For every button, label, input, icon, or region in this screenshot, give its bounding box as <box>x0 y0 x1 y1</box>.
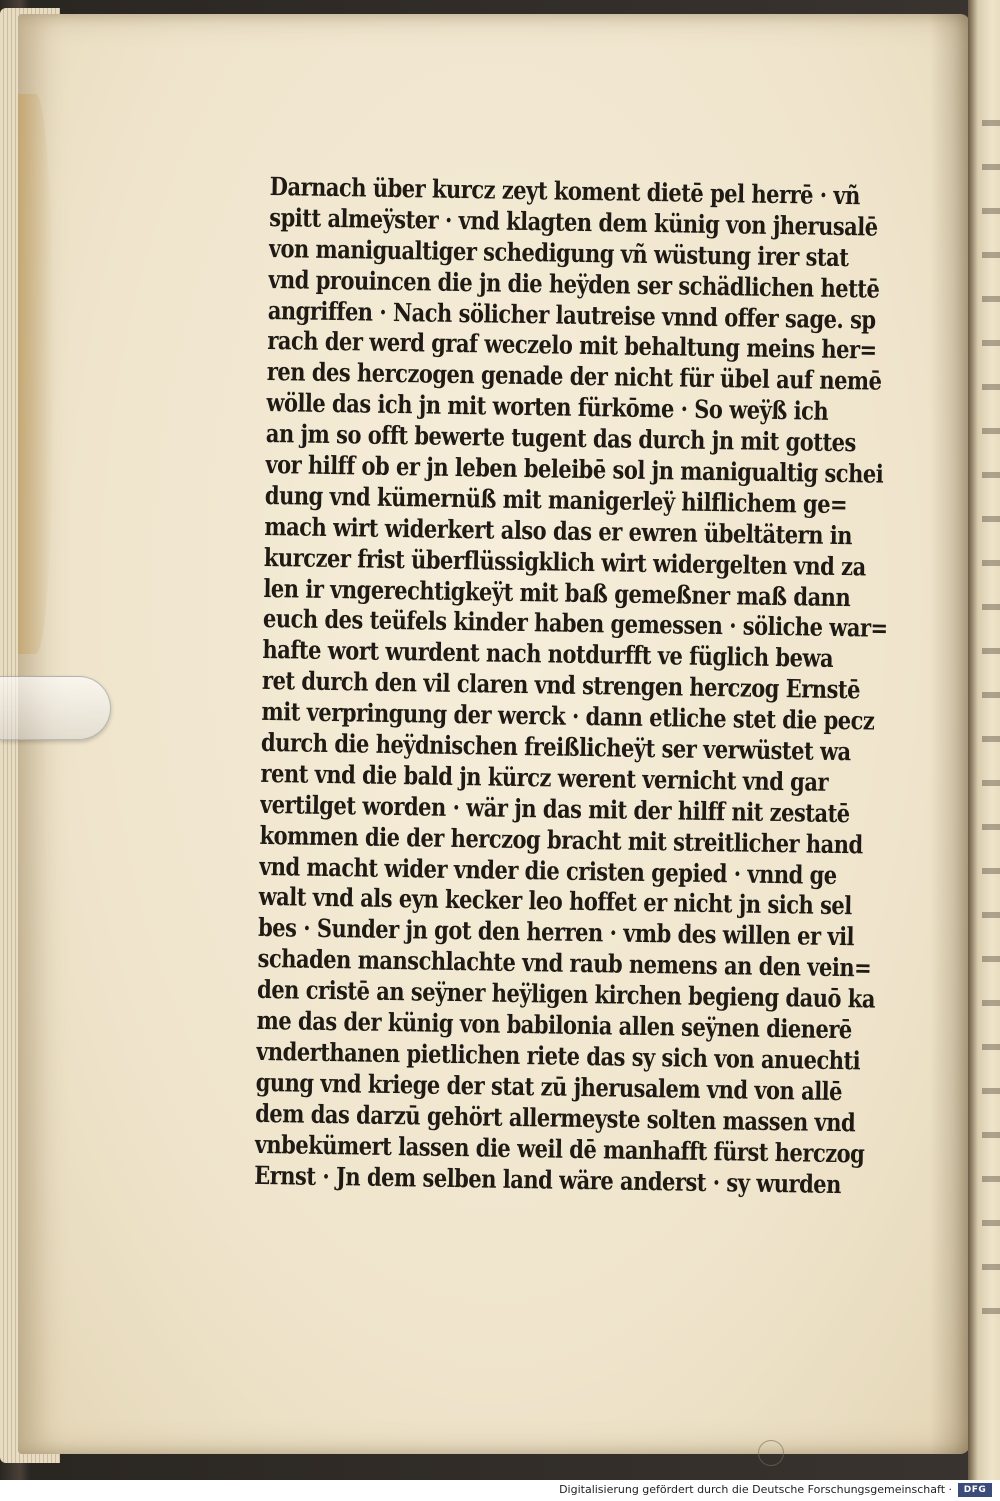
gutter-shadow <box>930 14 970 1454</box>
text-line: vnbekümert lassen die weil dē manhafft fürst herczog <box>254 1129 865 1169</box>
ring-mark <box>758 1440 784 1466</box>
text-line: walt vnd als eyn kecker leo hoffet er nicht jn sich sel <box>258 882 852 921</box>
text-line: den cristē an seÿner heÿligen kirchen begieng dauō ka <box>256 975 876 1014</box>
text-line: euch des teüfels kinder haben gemessen · söliche war= <box>262 604 888 644</box>
text-line: gung vnd kriege der stat zū jherusalem vnd von allē <box>255 1067 843 1106</box>
text-line: kurczer frist überflüssigklich wirt widergelten vnd za <box>263 542 866 582</box>
facing-page-text-edge <box>982 120 1000 1320</box>
dfg-logo: DFG <box>958 1483 992 1497</box>
text-line: kommen die der herczog bracht mit streitlicher hand <box>259 820 863 860</box>
text-line: spitt almeÿster · vnd klagten dem künig von jherusalē <box>269 202 878 242</box>
text-line: durch die heÿdnischen freißlicheÿt ser verwüstet wa <box>260 727 851 767</box>
text-line: vor hilff ob er jn leben beleibē sol jn manigualtig schei <box>265 449 884 489</box>
funding-credit: Digitalisierung gefördert durch die Deutsche Forschungsgemeinschaft · <box>559 1483 952 1496</box>
text-line: dung vnd kümernüß mit manigerleÿ hilflichem ge= <box>264 480 848 520</box>
text-line: Ernst · Jn dem selben land wäre anderst · sy wurden <box>254 1160 842 1199</box>
footer-bar <box>0 1480 1000 1501</box>
text-line: ren des herczogen genade der nicht für übel auf nemē <box>266 357 882 396</box>
text-line: Darnach über kurcz zeyt koment dietē pel herrē · vñ <box>269 172 861 211</box>
text-line: rach der werd graf weczelo mit behaltung meins her= <box>267 326 877 366</box>
text-block <box>254 172 900 1201</box>
age-stain <box>18 94 54 654</box>
facing-page-edge <box>968 0 1000 1480</box>
text-line: ret durch den vil claren vnd strengen herczog Ernstē <box>261 666 861 705</box>
text-line: bes · Sunder jn got den herren · vmb des willen er vil <box>257 913 855 952</box>
text-line: vnd prouincen die jn die heÿden ser schädlichen hettē <box>268 264 880 304</box>
text-line: hafte wort wurdent nach notdurfft ve füglich bewa <box>262 635 834 674</box>
text-line: vertilget worden · wär jn das mit der hilff nit zestatē <box>259 789 850 828</box>
text-line: mit verpringung der werck · dann etliche stet die pecz <box>261 697 875 736</box>
text-line: an jm so offt bewerte tugent das durch jn mit gottes <box>265 419 857 458</box>
text-line: von manigualtiger schedigung vñ wüstung irer stat <box>268 233 849 272</box>
text-line: me das der künig von babilonia allen seÿnen dienerē <box>256 1005 852 1045</box>
text-line: vnd macht wider vnder die cristen gepied · vnnd ge <box>258 851 837 890</box>
text-line: schaden manschlachte vnd raub nemens an den vein= <box>257 944 872 983</box>
text-line: rent vnd die bald jn kürcz werent vernicht vnd gar <box>260 758 829 797</box>
text-line: vnderthanen pietlichen riete das sy sich von anuechti <box>255 1036 861 1076</box>
text-line: angriffen · Nach sölicher lautreise vnnd offer sage. sp <box>267 295 876 335</box>
text-line: mach wirt widerkert also das er ewren übeltätern in <box>264 511 853 550</box>
text-line: dem das darzū gehört allermeyste solten massen vnd <box>254 1098 856 1138</box>
page-holder-clip <box>0 676 111 740</box>
text-line: len ir vngerechtigkeÿt mit baß gemeßner maß dann <box>263 573 851 612</box>
text-line: wölle das ich jn mit worten fürkōme · So weÿß ich <box>266 388 829 427</box>
book-page <box>18 14 970 1454</box>
